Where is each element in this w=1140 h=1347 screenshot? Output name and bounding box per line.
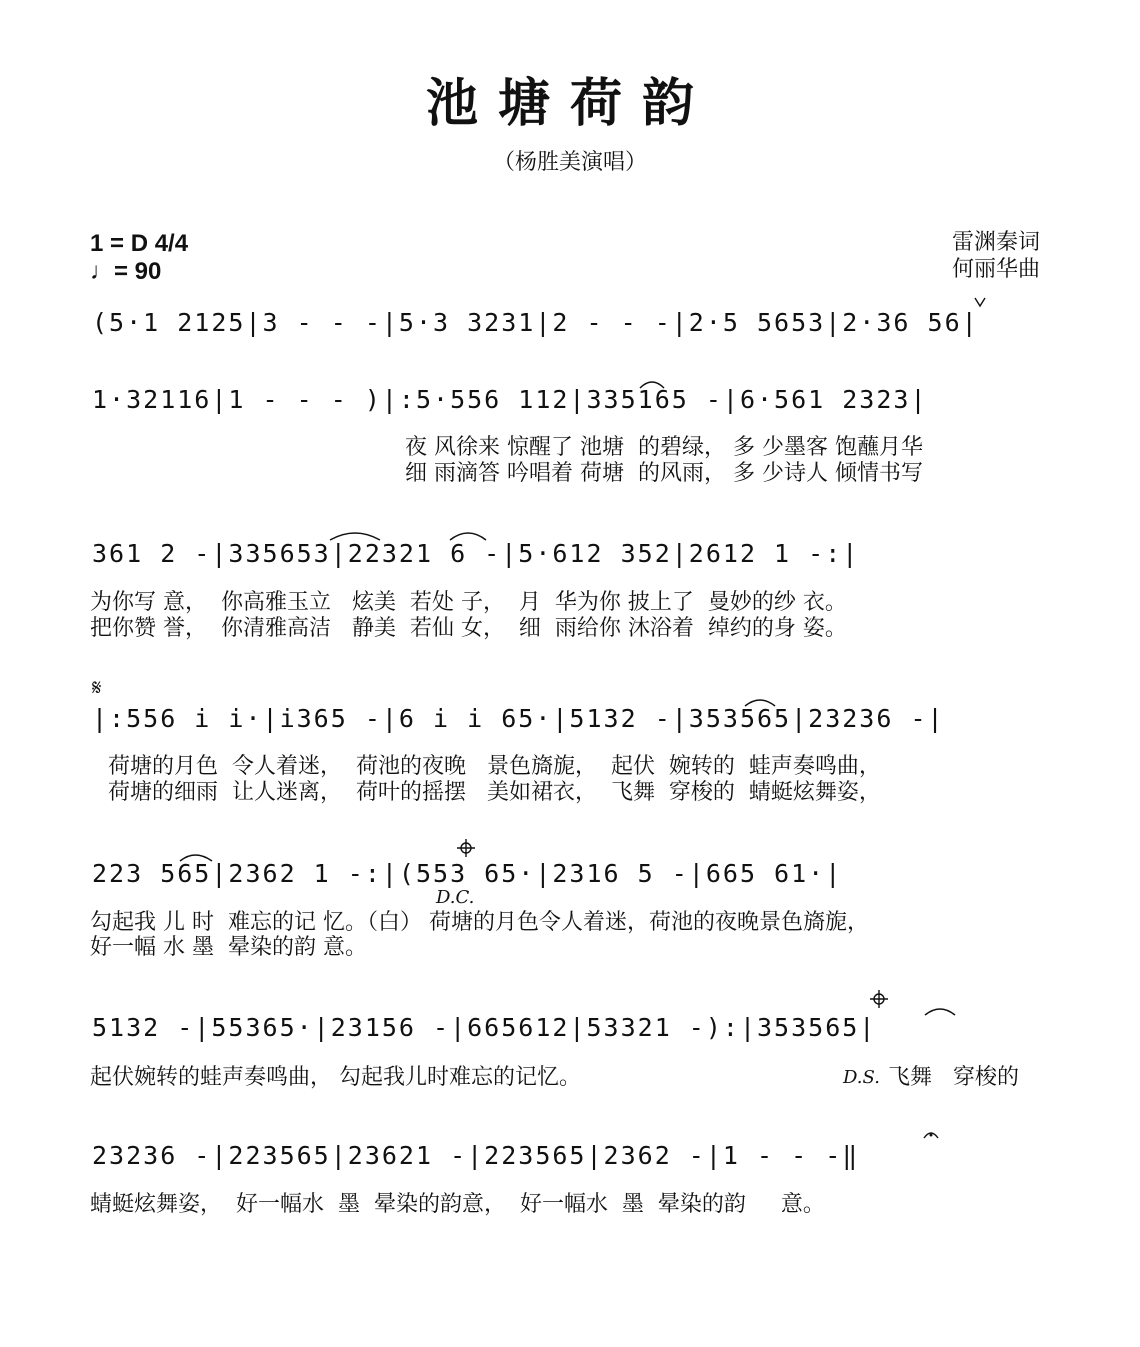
coda-icon: [870, 990, 888, 1008]
lyrics-row-7: 蜻蜓炫舞姿， 好一幅水 墨 晕染的韵意， 好一幅水 墨 晕染的韵 意。: [90, 1192, 825, 1217]
lyrics-row-5-verse-2: 好一幅 水 墨 晕染的韵 意。: [90, 935, 367, 960]
page-title: 池塘荷韵: [425, 74, 714, 134]
lyrics-row-4-verse-1: 荷塘的月色 令人着迷， 荷池的夜晚 景色旖旎， 起伏 婉转的 蛙声奏鸣曲，: [108, 754, 881, 779]
da-capo-mark: D.C.: [436, 887, 475, 908]
key-signature: 1 = D 4/4: [90, 230, 189, 257]
lyricist-credit: 雷渊秦词: [951, 230, 1040, 255]
slur-mark: [640, 382, 664, 388]
dal-segno-mark: D.S.: [843, 1067, 880, 1088]
breath-mark-icon: [975, 298, 985, 306]
slur-mark: [330, 533, 380, 540]
notation-row-4: |:556 i i·|i365 -|6 i i 65·|5132 -|353565|23236 -|: [92, 704, 945, 733]
lyrics-row-2-verse-2: 细 雨滴答 吟唱着 荷塘 的风雨， 多 少诗人 倾情书写: [405, 461, 923, 486]
tempo-marking: ♩= 90: [90, 258, 162, 285]
notation-row-1: (5·1 2125|3 - - -|5·3 3231|2 - - -|2·5 5653|2·36 56|: [92, 308, 979, 337]
fermata-dot: [930, 1134, 933, 1137]
notation-row-3: 361 2 -|335653|22321 6 -|5·612 352|2612 1 -:|: [92, 539, 860, 568]
slur-mark: [745, 700, 775, 706]
slur-mark: [450, 533, 486, 540]
lyrics-row-3-verse-1: 为你写 意， 你高雅玉立 炫美 若处 子， 月 华为你 披上了 曼妙的纱 衣。: [90, 590, 847, 615]
composer-credit: 何丽华曲: [951, 257, 1040, 282]
lyrics-row-4-verse-2: 荷塘的细雨 让人迷离， 荷叶的摇摆 美如裙衣， 飞舞 穿梭的 蜻蜓炫舞姿，: [108, 780, 881, 805]
slur-mark: [180, 855, 212, 861]
lyrics-row-3-verse-2: 把你赞 誉， 你清雅高洁 静美 若仙 女， 细 雨给你 沐浴着 绰约的身 姿。: [90, 616, 847, 641]
notation-row-7: 23236 -|223565|23621 -|223565|2362 -|1 - - -‖: [92, 1141, 860, 1170]
slur-mark: [925, 1009, 955, 1015]
lyrics-row-2-verse-1: 夜 风徐来 惊醒了 池塘 的碧绿， 多 少墨客 饱蘸月华: [405, 435, 923, 460]
lyrics-row-6-ds: 飞舞 穿梭的: [888, 1065, 1019, 1090]
notation-row-2: 1·32116|1 - - - )|:5·556 112|335165 -|6·561 2323|: [92, 385, 928, 414]
lyrics-row-6-main: 起伏婉转的蛙声奏鸣曲， 勾起我儿时难忘的记忆。: [90, 1065, 581, 1090]
performer-subtitle: （杨胜美演唱）: [492, 150, 647, 175]
notation-row-5: 223 565|2362 1 -:|(553 65·|2316 5 -|665 61·|: [92, 859, 843, 888]
notation-row-6: 5132 -|55365·|23156 -|665612|53321 -):|353565|: [92, 1013, 877, 1042]
segno-icon: 𝄋: [92, 676, 102, 701]
lyrics-row-5-verse-1: 勾起我 儿 时 难忘的记 忆。（白） 荷塘的月色令人着迷，荷池的夜晚景色旖旎，: [90, 910, 869, 935]
coda-icon: [457, 839, 475, 857]
